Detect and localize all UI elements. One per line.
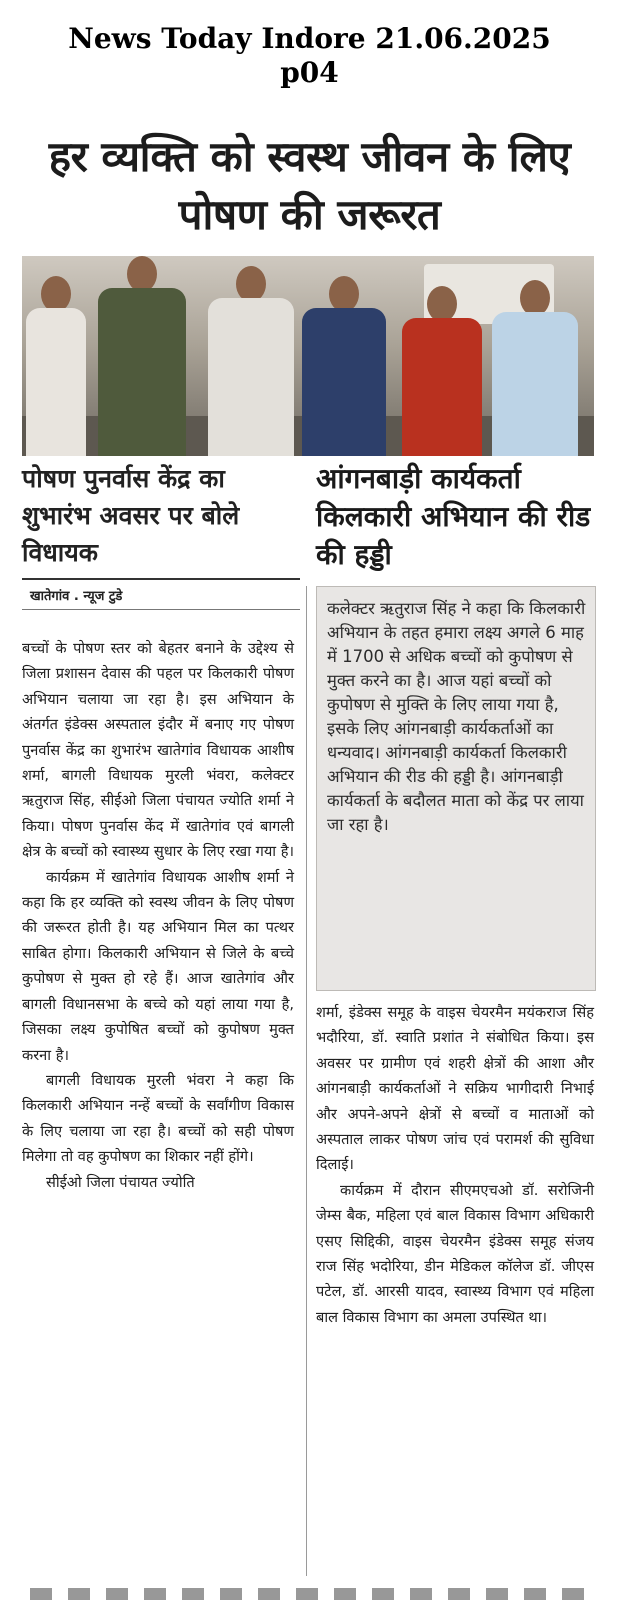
- photo-person: [98, 256, 186, 456]
- photo-person: [402, 286, 482, 456]
- left-body-column: [22, 636, 294, 1195]
- right-subheadline: आंगनबाड़ी कार्यकर्ता किलकारी अभियान की रीड की हड्डी: [316, 462, 591, 571]
- highlight-box-text: कलेक्टर ऋतुराज सिंह ने कहा कि किलकारी अभियान के तहत हमारा लक्ष्य अगले 6 माह में 1700 से अधिक बच्चों को कुपोषण से मुक्त करने का है। आज यहां बच्चों को कुपोषण से मुक्ति के लिए लाया गया है, इसके लिए आंगनबाड़ी कार्यकर्ताओं का धन्यवाद। आंगनबाड़ी कार्यकर्ता किलकारी अभियान की रीड की हड्डी है। आंगनबाड़ी कार्यकर्ता के बदौलत माता को केंद्र पर लाया जा रहा है।: [327, 599, 586, 834]
- photo-person: [208, 266, 294, 456]
- highlight-box: [316, 586, 596, 991]
- cropped-next-line: [30, 1588, 590, 1600]
- column-divider: [306, 586, 307, 1576]
- source-text: News Today Indore 21.06.2025 p04: [68, 22, 551, 89]
- body-paragraph: कार्यक्रम में दौरान सीएमएचओ डॉ. सरोजिनी जेम्स बैक, महिला एवं बाल विकास विभाग अधिकारी एसए सिद्दिकी, वाइस चेयरमैन इंडेक्स समूह संजय राज सिंह भदोरिया, डीन मेडिकल कॉलेज डॉ. जीएस पटेल, डॉ. आरसी यादव, स्वास्थ्य विभाग एवं महिला बाल विकास विभाग का अमला उपस्थित था।: [316, 1181, 594, 1326]
- body-paragraph: बागली विधायक मुरली भंवरा ने कहा कि किलकारी अभियान नन्हें बच्चों के सर्वांगीण विकास के लिए चलाया जा रहा है। बच्चों को सही पोषण मिलेगा तो वह कुपोषण का शिकार नहीं होंगे।: [22, 1071, 294, 1166]
- body-paragraph: कार्यक्रम में खातेगांव विधायक आशीष शर्मा ने कहा कि हर व्यक्ति को स्वस्थ जीवन के लिए पोषण की जरूरत होती है। यह अभियान मिल का पत्थर साबित होगा। किलकारी अभियान से जिले के बच्चे कुपोषण से मुक्त हो रहे हैं। आज खातेगांव और बागली विधानसभा के बच्चे को यहां लाया गया है, जिसका लक्ष्य कुपोषित बच्चों को कुपोषण मुक्त करना है।: [22, 868, 294, 1064]
- byline: खातेगांव . न्यूज टुडे: [22, 578, 300, 610]
- event-photo: [22, 256, 594, 456]
- photo-person: [302, 276, 386, 456]
- body-paragraph: बच्चों के पोषण स्तर को बेहतर बनाने के उद्देश्य से जिला प्रशासन देवास की पहल पर किलकारी पोषण अभियान चलाया जा रहा है। इस अभियान के अंतर्गत इंडेक्स अस्पताल इंदौर में बनाए गए पोषण पुनर्वास केंद्र का शुभारंभ खातेगांव विधायक आशीष शर्मा, बागली विधायक मुरली भंवरा, कलेक्टर ऋतुराज सिंह, सीईओ जिला पंचायत ज्योति शर्मा ने किया। पोषण पुनर्वास केंद में खातेगांव एवं बागली क्षेत्र के बच्चों को स्वास्थ्य सुधार के लिए रखा गया है।: [22, 640, 295, 861]
- left-subheadline: पोषण पुनर्वास केंद्र का शुभारंभ अवसर पर बोले विधायक: [22, 464, 240, 567]
- body-paragraph: सीईओ जिला पंचायत ज्योति: [46, 1173, 195, 1191]
- headline: हर व्यक्ति को स्वस्थ जीवन के लिए पोषण की जरूरत: [48, 132, 571, 239]
- body-paragraph: शर्मा, इंडेक्स समूह के वाइस चेयरमैन मयंकराज सिंह भदौरिया, डॉ. स्वाति प्रशांत ने संबोधित किया। इस अवसर पर ग्रामीण एवं शहरी क्षेत्रों की आशा और आंगनबाड़ी कार्यकर्ताओं ने सक्रिय भागीदारी निभाई और अपने-अपने क्षेत्रों से बच्चों व माताओं को अस्पताल लाकर पोषण जांच एवं परामर्श की सुविधा दिलाई।: [316, 1004, 594, 1174]
- photo-person: [26, 276, 86, 456]
- photo-person: [492, 280, 578, 456]
- right-body-column: [316, 1000, 594, 1330]
- newspaper-source-line: [0, 22, 619, 90]
